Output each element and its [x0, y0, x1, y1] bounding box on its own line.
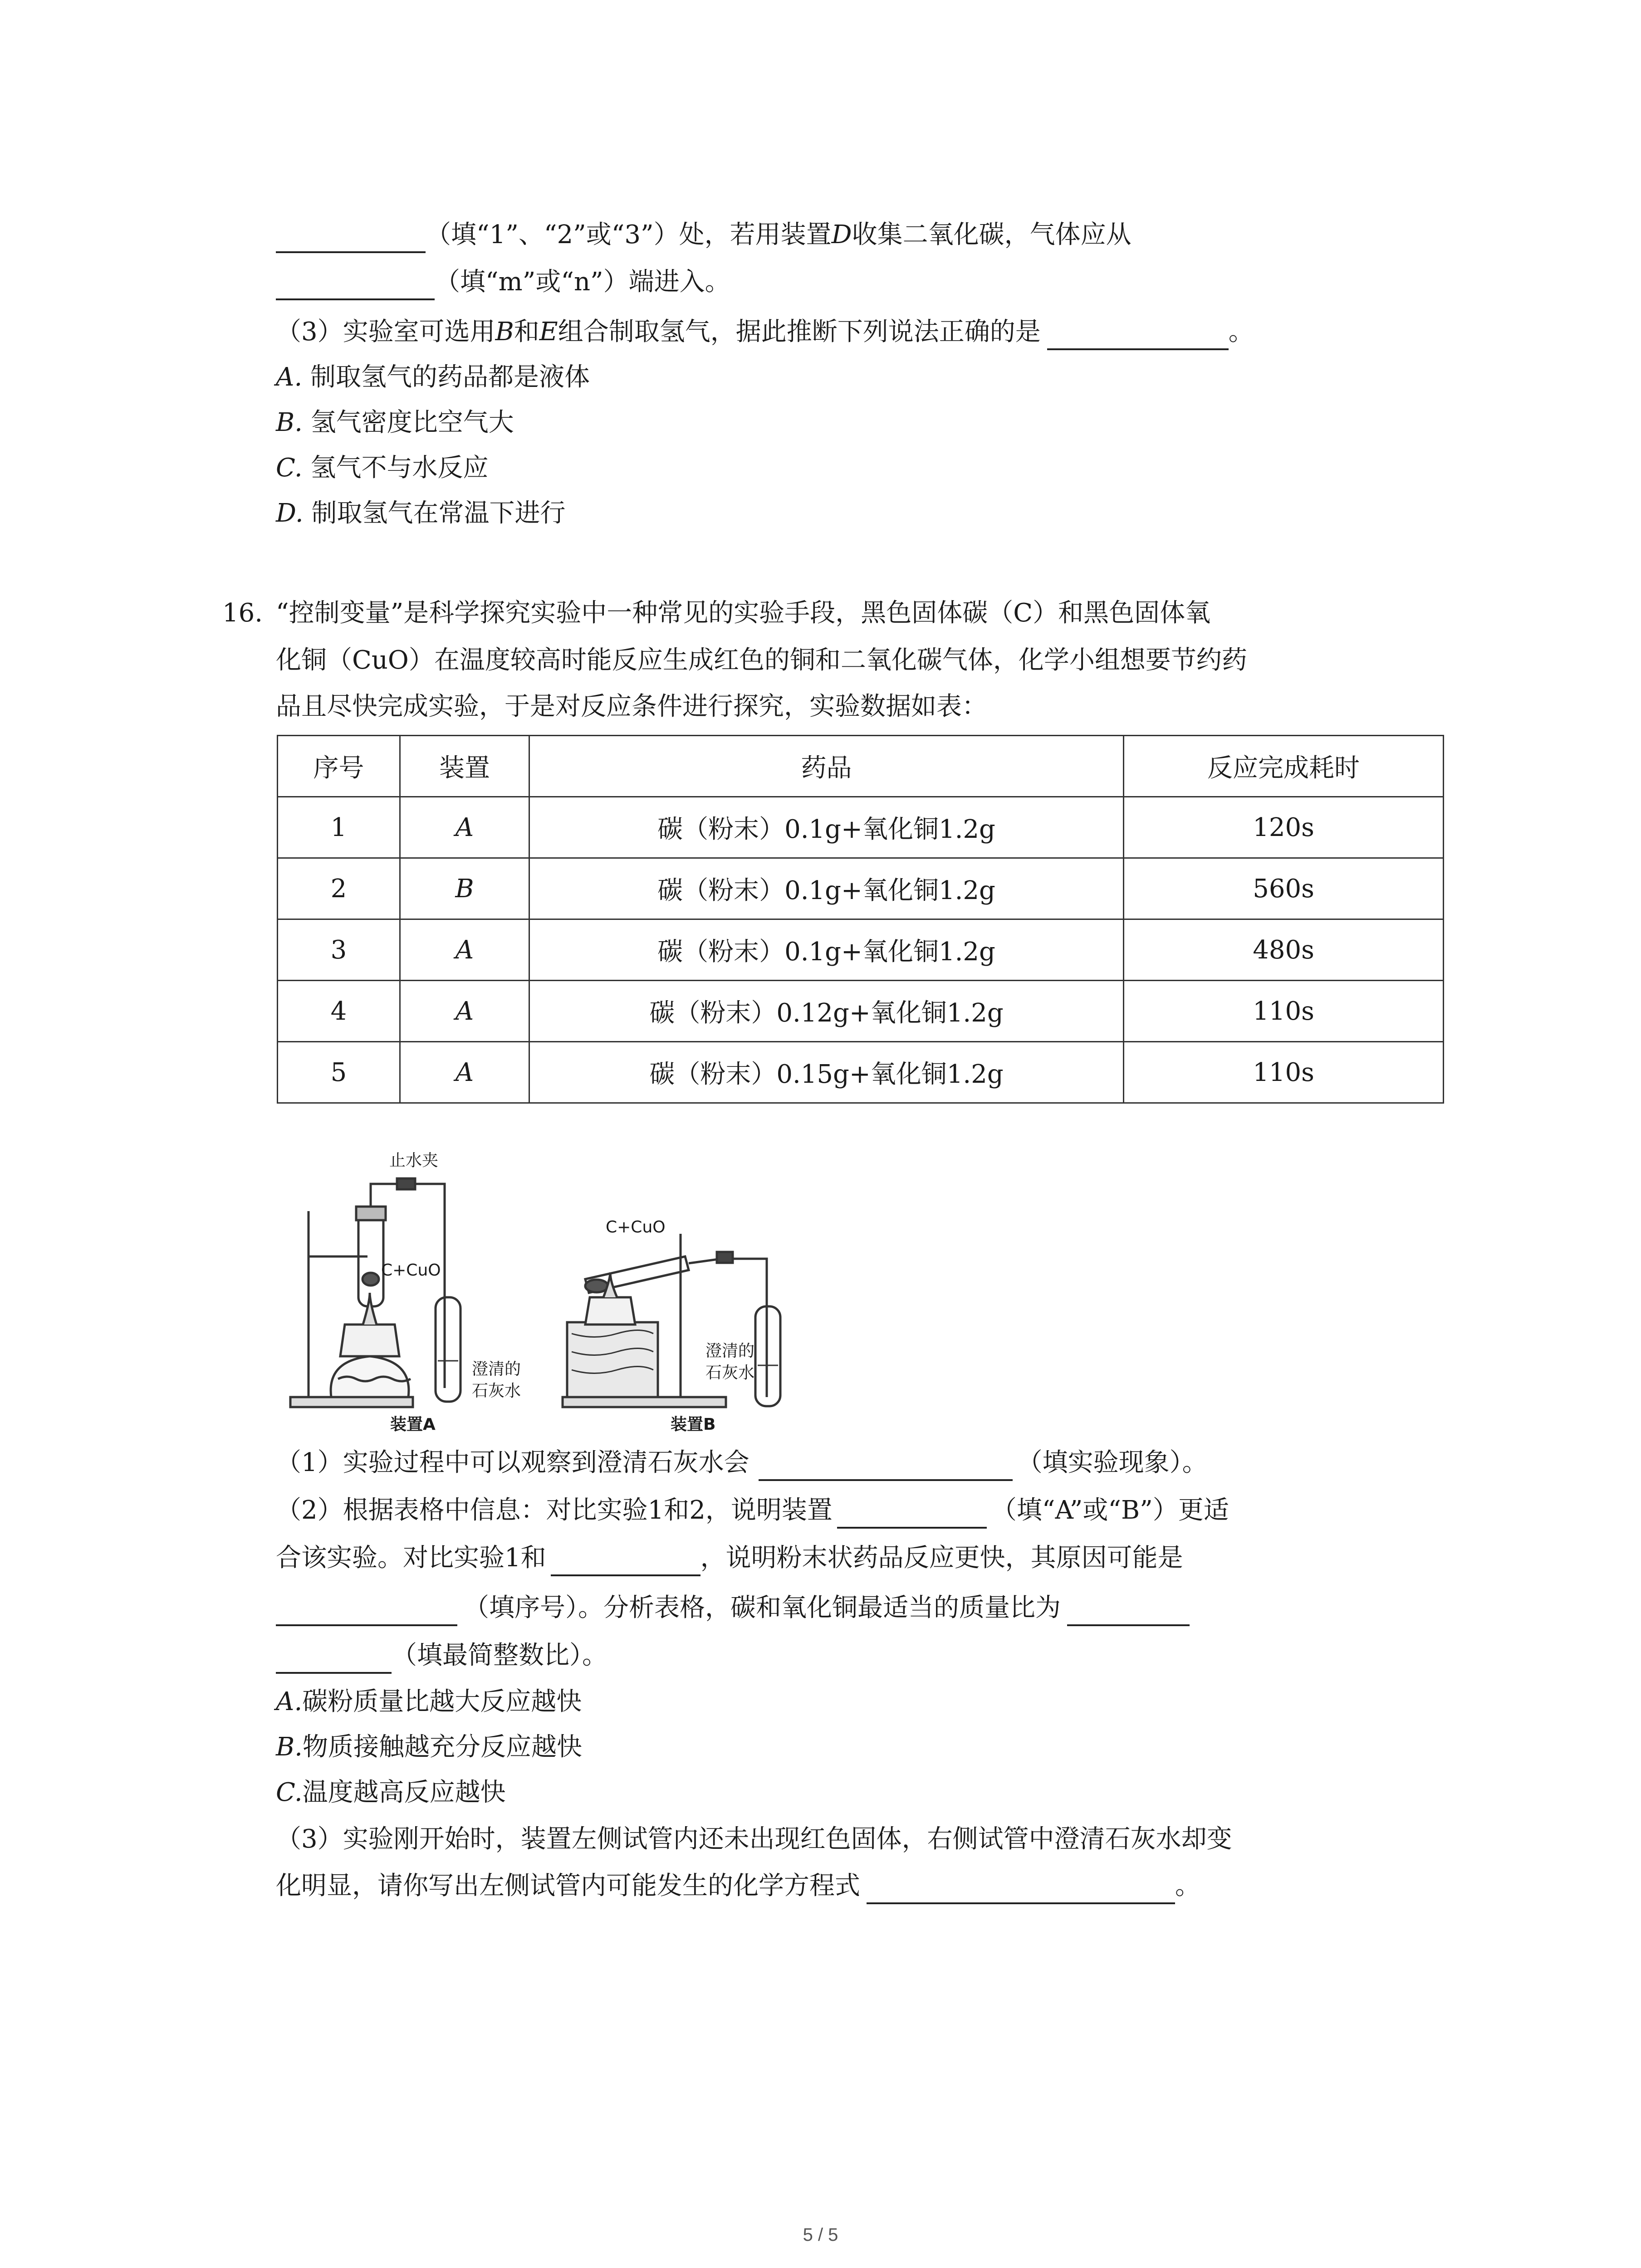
q16-intro-3: 品且尽快完成实验，于是对反应条件进行探究，实验数据如表： — [276, 692, 987, 721]
answer-blank[interactable] — [276, 1597, 457, 1626]
reagent-label-a: C+CuO — [381, 1261, 441, 1280]
table-row: 1 A 碳（粉末）0.1g+氧化铜1.2g 120s — [278, 797, 1444, 858]
q16-sub-3-line-2: 化明显，请你写出左侧试管内可能发生的化学方程式 。 — [276, 1868, 1200, 1904]
table-row: 4 A 碳（粉末）0.12g+氧化铜1.2g 110s — [278, 981, 1444, 1042]
header-cell: 装置 — [400, 736, 529, 797]
answer-blank[interactable] — [1047, 321, 1229, 350]
stopper-a — [356, 1207, 386, 1220]
lamp-b — [585, 1297, 635, 1325]
caption-apparatus-b: 装置B — [671, 1415, 716, 1434]
test-tube-a — [358, 1211, 383, 1306]
answer-blank[interactable] — [276, 1645, 392, 1674]
prev-option-b: B. 氢气密度比空气大 — [276, 408, 514, 437]
header-cell: 序号 — [278, 736, 400, 797]
answer-blank[interactable] — [276, 271, 435, 300]
q16-option-c: C.温度越高反应越快 — [276, 1778, 506, 1807]
q16-option-b: B.物质接触越充分反应越快 — [276, 1732, 582, 1762]
answer-blank[interactable] — [1067, 1597, 1190, 1626]
table-row: 3 A 碳（粉末）0.1g+氧化铜1.2g 480s — [278, 919, 1444, 981]
q16-option-a: A.碳粉质量比越大反应越快 — [276, 1687, 582, 1716]
prev-question-3: （3）实验室可选用B和E组合制取氢气，据此推断下列说法正确的是 。 — [276, 314, 1254, 350]
answer-blank[interactable] — [759, 1452, 1013, 1481]
apparatus-figure — [272, 1143, 839, 1442]
header-cell: 反应完成耗时 — [1124, 736, 1444, 797]
q16-sub-3-line-1: （3）实验刚开始时，装置左侧试管内还未出现红色固体，右侧试管中澄清石灰水却变 — [276, 1824, 1232, 1854]
stand-base-b — [563, 1397, 726, 1407]
table-header-row — [278, 736, 1444, 797]
q16-intro-2: 化铜（CuO）在温度较高时能反应生成红色的铜和二氧化碳气体，化学小组想要节约药 — [276, 645, 1247, 675]
table-row: 5 A 碳（粉末）0.15g+氧化铜1.2g 110s — [278, 1042, 1444, 1103]
q16-sub-2-line-3: （填序号）。分析表格，碳和氧化铜最适当的质量比为 — [276, 1590, 1190, 1626]
q16-sub-2-line-2: 合该实验。对比实验1和 ，说明粉末状药品反应更快，其原因可能是 — [276, 1540, 1183, 1576]
prev-option-c: C. 氢气不与水反应 — [276, 453, 489, 483]
q16-sub-1: （1）实验过程中可以观察到澄清石灰水会 （填实验现象）。 — [276, 1445, 1208, 1481]
experiment-table — [277, 735, 1444, 1104]
lime-label-b-1: 澄清的 — [705, 1342, 755, 1360]
caption-apparatus-a: 装置A — [390, 1415, 436, 1434]
lime-label-a-2: 石灰水 — [472, 1382, 521, 1400]
stand-base-a — [290, 1397, 413, 1407]
q16-intro-1: “控制变量”是科学探究实验中一种常见的实验手段，黑色固体碳（C）和黑色固体氧 — [276, 598, 1211, 628]
lime-tube-a — [436, 1297, 460, 1402]
lime-label-a-1: 澄清的 — [472, 1360, 521, 1378]
answer-blank[interactable] — [837, 1500, 987, 1529]
prev-option-d: D. 制取氢气在常温下进行 — [276, 499, 566, 528]
question-number: 16. — [222, 598, 263, 628]
reagent-label-b: C+CuO — [606, 1218, 666, 1237]
q16-sub-2-line-1: （2）根据表格中信息：对比实验1和2，说明装置 （填“A”或“B”）更适 — [276, 1492, 1229, 1529]
wood-block-b — [567, 1322, 658, 1397]
answer-blank[interactable] — [867, 1875, 1175, 1904]
table-row: 2 B 碳（粉末）0.1g+氧化铜1.2g 560s — [278, 858, 1444, 919]
reactant-b — [585, 1280, 608, 1292]
lime-label-b-2: 石灰水 — [705, 1364, 755, 1382]
answer-blank[interactable] — [551, 1547, 700, 1576]
prev-line-1: （填“1”、“2”或“3”）处，若用装置D收集二氧化碳，气体应从 — [276, 217, 1132, 253]
flame-a — [363, 1293, 377, 1325]
prev-option-a: A. 制取氢气的药品都是液体 — [276, 362, 590, 392]
clamp-label: 止水夹 — [389, 1151, 439, 1170]
reactant-a — [362, 1273, 379, 1286]
lamp-shield-a — [340, 1325, 399, 1356]
header-cell: 药品 — [529, 736, 1124, 797]
answer-blank[interactable] — [276, 224, 426, 253]
page-number: 5 / 5 — [803, 2225, 838, 2245]
clamp-icon — [397, 1178, 415, 1189]
prev-line-2: （填“m”或“n”）端进入。 — [276, 264, 730, 300]
q16-sub-2-line-4: （填最简整数比）。 — [276, 1637, 607, 1674]
